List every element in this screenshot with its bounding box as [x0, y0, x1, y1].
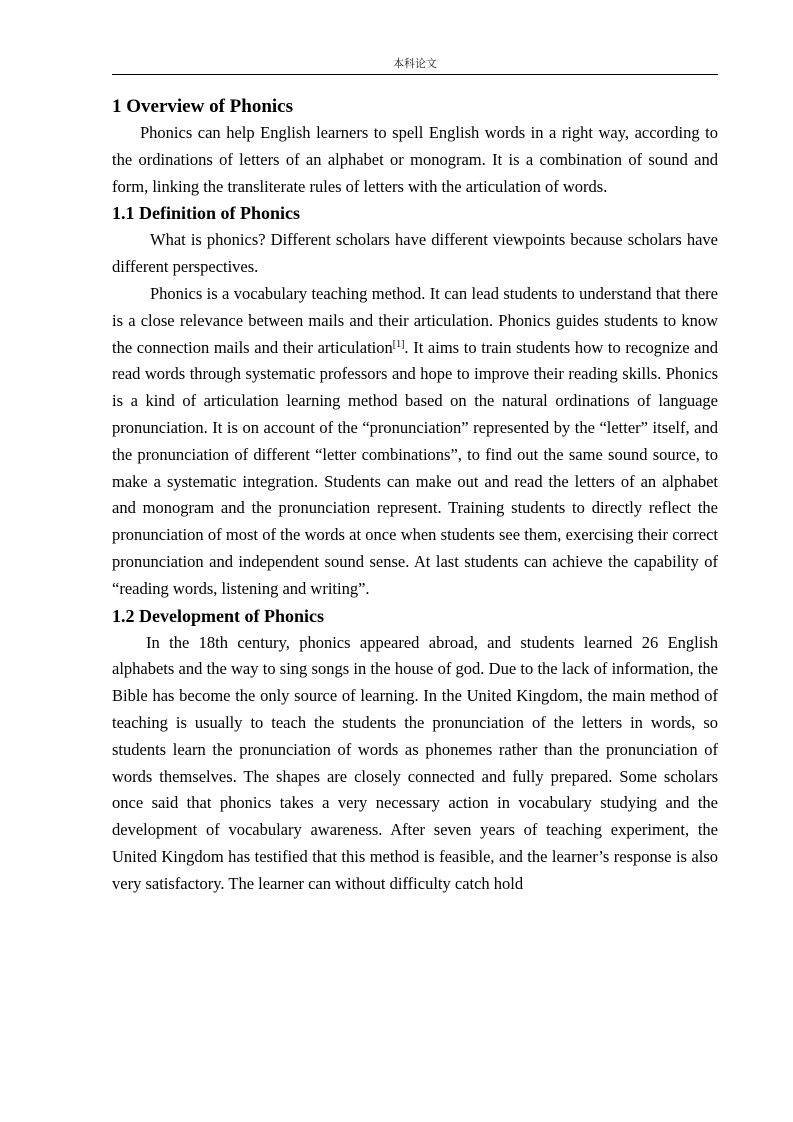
page-body: [112, 94, 718, 898]
section-heading-overview: 1 Overview of Phonics: [112, 96, 294, 117]
paragraph-definition-2-part1: Phonics is a vocabulary teaching method. It can lead students to understand that there is a close relevance between mails and their articulation. Phonics guides students to know the connection mails and their articulation: [112, 283, 718, 357]
paragraph-overview: Phonics can help English learners to spell English words in a right way, according to the ordinations of letters of an alphabet or monogram. It is a combination of sound and form, linking the transliterate rules of letters with the articulation of words.: [112, 123, 718, 196]
section-heading-definition: 1.1 Definition of Phonics: [112, 203, 301, 224]
running-header: 本科论文: [393, 57, 437, 70]
paragraph-definition-1: What is phonics? Different scholars have different viewpoints because scholars have different perspectives.: [112, 230, 718, 277]
paragraph-development: In the 18th century, phonics appeared abroad, and students learned 26 English alphabets and the way to sing songs in the house of god. Due to the lack of information, the Bible has become the only source of learning. In the United Kingdom, the main method of teaching is usually to teach the students the pronunciation of the letters in words, so students learn the pronunciation of words as phonemes rather than the pronunciation of words themselves. The shapes are closely connected and fully prepared. Some scholars once said that phonics takes a very necessary action in vocabulary studying and the development of vocabulary awareness. After seven years of teaching experiment, the United Kingdom has testified that this method is feasible, and the learner’s response is also very satisfactory. The learner can without difficulty catch hold: [112, 632, 718, 893]
citation-marker: [1]: [392, 338, 405, 350]
section-heading-development: 1.2 Development of Phonics: [112, 605, 324, 626]
paragraph-definition-2: [112, 281, 718, 603]
header-rule: [112, 74, 718, 75]
paragraph-definition-2-part2: . It aims to train students how to recognize and read words through systematic professors and hope to improve their reading skills. Phonics is a kind of articulation learning method based on the natural ordinations of language pronunciation. It is on account of the “pronunciation” represented by the “letter” itself, and the pronunciation of different “letter combinations”, to find out the same sound source, to make a systematic integration. Students can make out and read the letters of an alphabet and monogram and the pronunciation represent. Training students to directly reflect the pronunciation of most of the words at once when students see them, exercising their correct pronunciation and independent sound sense. At last students can achieve the capability of “reading words, listening and writing”.: [112, 337, 718, 598]
